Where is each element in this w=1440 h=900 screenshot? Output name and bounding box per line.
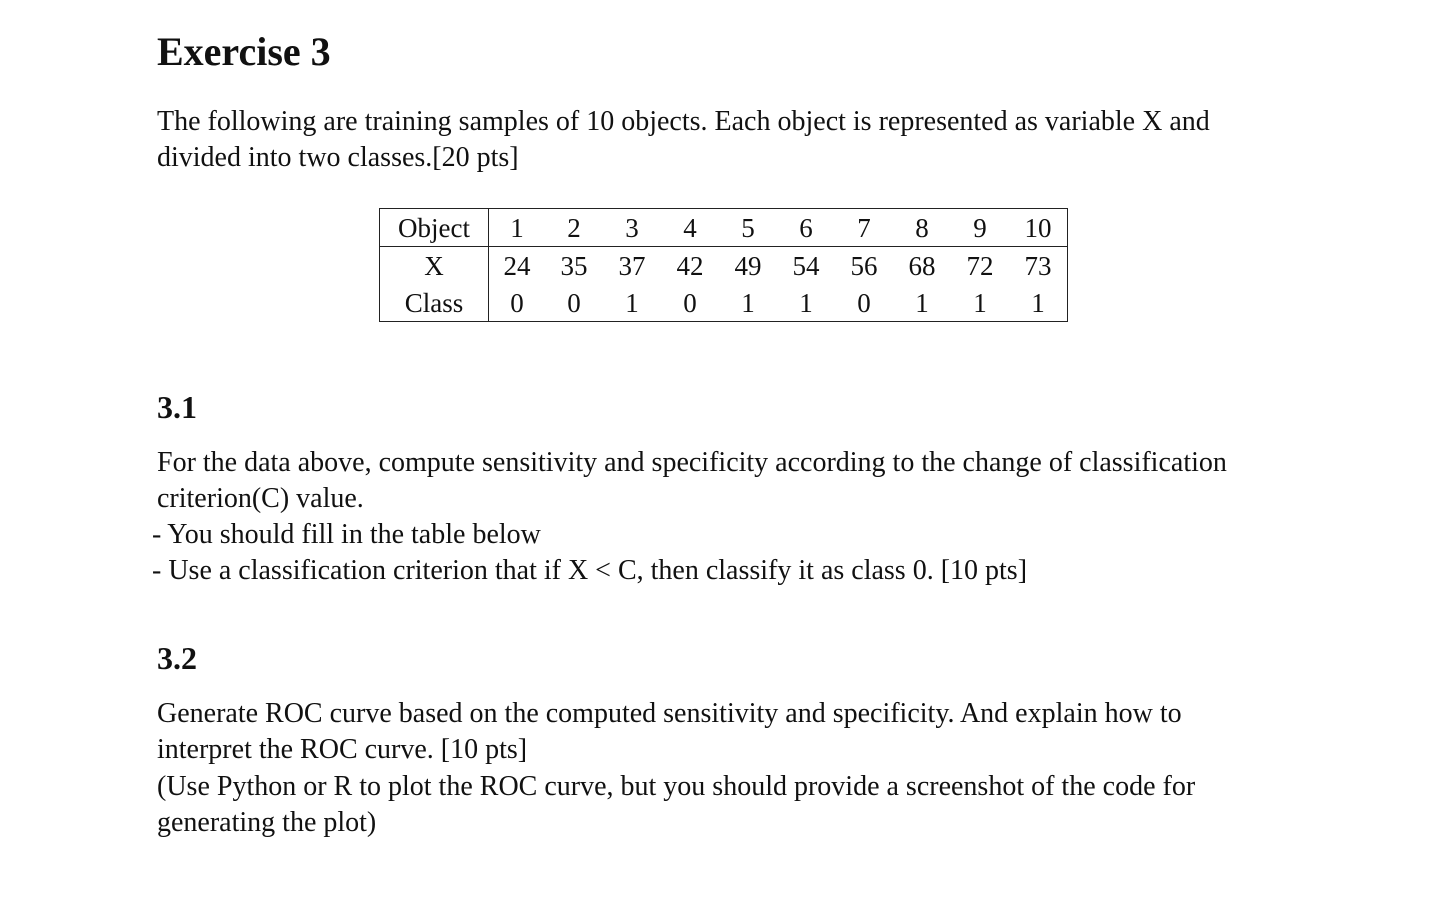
- exercise-title: Exercise 3: [157, 29, 331, 74]
- table-row-object: [380, 209, 1068, 247]
- x-value-cell: 68: [908, 250, 936, 281]
- class-cell: 1: [625, 287, 639, 318]
- section-3-2-line-2: interpret the ROC curve. [10 pts]: [157, 734, 528, 765]
- x-value-cell: 54: [792, 250, 820, 281]
- class-cell: 0: [567, 287, 581, 318]
- class-cell: 1: [973, 287, 987, 318]
- class-cell: 1: [741, 287, 755, 318]
- class-cell: 1: [1031, 287, 1045, 318]
- object-cell: 2: [545, 209, 603, 247]
- object-cell: 10: [1009, 209, 1068, 247]
- object-cell: 3: [603, 209, 661, 247]
- x-value-cell: 42: [676, 250, 704, 281]
- object-cell: 1: [489, 209, 546, 247]
- section-3-2-line-1: Generate ROC curve based on the computed sensitivity and specificity. And explain how to: [157, 698, 1182, 729]
- object-cell: 5: [719, 209, 777, 247]
- x-value-cell: 49: [734, 250, 762, 281]
- class-cell: 1: [799, 287, 813, 318]
- object-cell: 9: [951, 209, 1009, 247]
- object-cell: 6: [777, 209, 835, 247]
- section-3-1-bullet-1: - You should fill in the table below: [152, 519, 541, 550]
- intro-line-2: divided into two classes.[20 pts]: [157, 142, 519, 173]
- object-cell: 8: [893, 209, 951, 247]
- section-heading-3-2: 3.2: [157, 640, 197, 676]
- section-3-1-line-1: For the data above, compute sensitivity and specificity according to the change of classification: [157, 447, 1227, 478]
- x-value-cell: 24: [503, 250, 531, 281]
- section-3-1-line-2: criterion(C) value.: [157, 483, 364, 514]
- x-value-cell: 37: [618, 250, 646, 281]
- row-header-class: Class: [380, 284, 489, 322]
- section-3-2-line-3: (Use Python or R to plot the ROC curve, but you should provide a screenshot of the code for: [157, 771, 1196, 802]
- row-header-x: X: [380, 247, 489, 285]
- section-heading-3-1: 3.1: [157, 389, 197, 425]
- object-cell: 4: [661, 209, 719, 247]
- object-cell: 7: [835, 209, 893, 247]
- section-3-1-bullet-2: - Use a classification criterion that if X < C, then classify it as class 0. [10 pts]: [152, 555, 1028, 586]
- intro-line-1: The following are training samples of 10 objects. Each object is represented as variable X and: [157, 106, 1210, 137]
- table-row-class: [380, 284, 1068, 322]
- class-cell: 0: [683, 287, 697, 318]
- class-cell: 0: [510, 287, 524, 318]
- row-header-object: Object: [380, 209, 489, 247]
- section-3-2-line-4: generating the plot): [157, 807, 377, 838]
- x-value-cell: 35: [560, 250, 588, 281]
- x-value-cell: 56: [850, 250, 878, 281]
- x-value-cell: 72: [966, 250, 994, 281]
- intro-paragraph: [157, 104, 1210, 176]
- x-value-cell: 73: [1024, 250, 1052, 281]
- table-row-x: [380, 247, 1068, 285]
- training-samples-table: [379, 208, 1068, 322]
- class-cell: 0: [857, 287, 871, 318]
- class-cell: 1: [915, 287, 929, 318]
